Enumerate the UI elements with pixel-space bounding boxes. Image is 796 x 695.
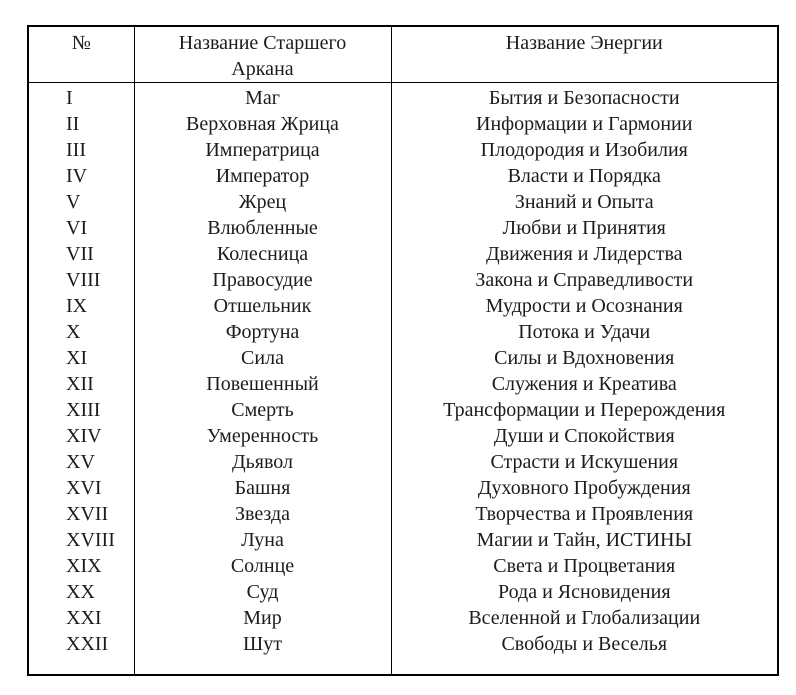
- table-row: [28, 423, 778, 449]
- arcana-number: V: [28, 189, 134, 215]
- table-row: [28, 241, 778, 267]
- arcana-number: XVI: [28, 475, 134, 501]
- energy-name: Бытия и Безопасности: [488, 87, 680, 109]
- arcana-number: X: [28, 319, 134, 345]
- table-row: [28, 111, 778, 137]
- arcana-number: III: [28, 137, 134, 163]
- table-row: [28, 83, 778, 112]
- arcana-name: Императрица: [134, 137, 391, 163]
- table-row: [28, 449, 778, 475]
- header-arcana-name: [134, 26, 391, 83]
- table-row: [28, 163, 778, 189]
- table-row: [28, 605, 778, 631]
- table-row: [28, 345, 778, 371]
- energy-name: Силы и Вдохновения: [494, 347, 675, 369]
- arcana-name: Шут: [134, 631, 391, 675]
- energy-name: Души и Спокойствия: [493, 425, 675, 447]
- arcana-number: XV: [28, 449, 134, 475]
- arcana-number: XXII: [28, 631, 134, 675]
- arcana-number: XVII: [28, 501, 134, 527]
- arcana-name: Дьявол: [134, 449, 391, 475]
- arcana-number: XXI: [28, 605, 134, 631]
- arcana-name: Правосудие: [134, 267, 391, 293]
- energy-name: Власти и Порядка: [507, 165, 661, 187]
- energy-name: Движения и Лидерства: [485, 243, 683, 265]
- arcana-name: Луна: [134, 527, 391, 553]
- energy-name: Служения и Креатива: [491, 373, 677, 395]
- energy-name: Духовного Пробуждения: [477, 477, 691, 499]
- arcana-number: VI: [28, 215, 134, 241]
- table-row: [28, 215, 778, 241]
- arcana-number: XII: [28, 371, 134, 397]
- table-row: [28, 189, 778, 215]
- arcana-name: Мир: [134, 605, 391, 631]
- arcana-name: Колесница: [134, 241, 391, 267]
- arcana-name: Суд: [134, 579, 391, 605]
- arcana-number: XIV: [28, 423, 134, 449]
- arcana-number: II: [28, 111, 134, 137]
- arcana-number: IX: [28, 293, 134, 319]
- energy-name: Творчества и Проявления: [475, 503, 694, 525]
- arcana-name: Влюбленные: [134, 215, 391, 241]
- energy-name: Рода и Ясновидения: [497, 581, 671, 603]
- arcana-name: Повешенный: [134, 371, 391, 397]
- energy-name: Свободы и Веселья: [501, 633, 668, 655]
- arcana-name: Фортуна: [134, 319, 391, 345]
- table-row: [28, 319, 778, 345]
- energy-name: Закона и Справедливости: [475, 269, 694, 291]
- arcana-name: Звезда: [134, 501, 391, 527]
- table-row: [28, 579, 778, 605]
- arcana-name: Маг: [134, 83, 391, 112]
- table-row: [28, 397, 778, 423]
- table-row: [28, 475, 778, 501]
- arcana-number: IV: [28, 163, 134, 189]
- table-row: [28, 527, 778, 553]
- energy-name: Любви и Принятия: [502, 217, 666, 239]
- energy-name: Потока и Удачи: [518, 321, 651, 343]
- energy-name: Плодородия и Изобилия: [480, 139, 688, 161]
- table-row: [28, 137, 778, 163]
- energy-name: Магии и Тайн, ИСТИНЫ: [476, 529, 692, 551]
- arcana-name: Умеренность: [134, 423, 391, 449]
- arcana-number: XIX: [28, 553, 134, 579]
- table-row: [28, 553, 778, 579]
- header-row: [28, 26, 778, 83]
- table-row: [28, 371, 778, 397]
- arcana-name: Сила: [134, 345, 391, 371]
- arcana-number: VII: [28, 241, 134, 267]
- arcana-name: Башня: [134, 475, 391, 501]
- arcana-table-body: [28, 83, 778, 676]
- header-number: №: [28, 26, 134, 83]
- table-row: [28, 631, 778, 675]
- arcana-name: Смерть: [134, 397, 391, 423]
- energy-name: Света и Процветания: [493, 555, 676, 577]
- arcana-number: XIII: [28, 397, 134, 423]
- table-row: [28, 267, 778, 293]
- energy-name: Мудрости и Осознания: [485, 295, 683, 317]
- energy-name: Страсти и Искушения: [490, 451, 679, 473]
- table-header: [28, 26, 778, 83]
- table-row: [28, 293, 778, 319]
- header-arcana-name-text: Название Старшего Аркана: [178, 32, 347, 80]
- arcana-number: VIII: [28, 267, 134, 293]
- arcana-name: Солнце: [134, 553, 391, 579]
- arcana-number: XX: [28, 579, 134, 605]
- arcana-number: I: [28, 83, 134, 112]
- arcana-name: Верховная Жрица: [134, 111, 391, 137]
- energy-name: Вселенной и Глобализации: [468, 607, 701, 629]
- energy-name: Знаний и Опыта: [514, 191, 654, 213]
- arcana-name: Отшельник: [134, 293, 391, 319]
- arcana-number: XI: [28, 345, 134, 371]
- arcana-name: Жрец: [134, 189, 391, 215]
- energy-name: Трансформации и Перерождения: [443, 399, 726, 421]
- arcana-table: [27, 25, 779, 676]
- header-energy-name: Название Энергии: [391, 26, 778, 83]
- arcana-name: Император: [134, 163, 391, 189]
- arcana-number: XVIII: [28, 527, 134, 553]
- energy-name: Информации и Гармонии: [476, 113, 693, 135]
- table-row: [28, 501, 778, 527]
